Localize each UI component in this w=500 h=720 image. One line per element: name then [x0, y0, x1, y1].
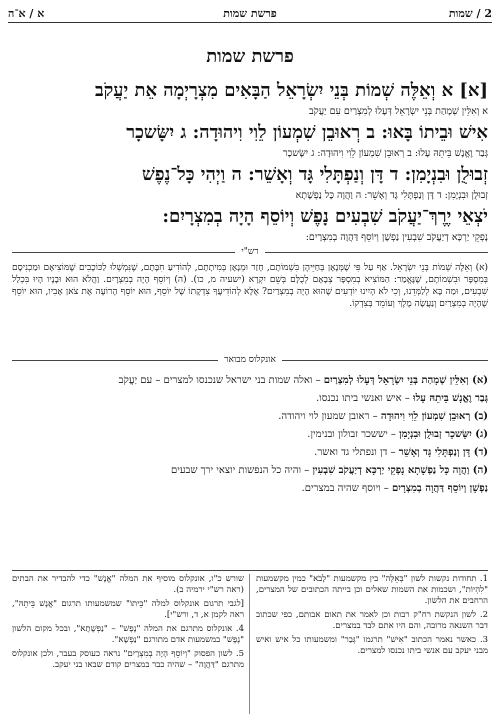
onkelos-translation: – ראובן שמעון לוי ויהודה.: [278, 411, 381, 422]
verse-gloss: א וְאִלֵּין שְׁמָהַת בְּנֵי יִשְׂרָאֵל דְּעָלוּ לְמִצְרַיִם עִם יַעֲקֹב: [309, 106, 488, 117]
onkelos-line: [12, 392, 488, 406]
onkelos-translation: – ואלה שמות בני ישראל שנכנסו למצרים – עם יַעֲקֹב: [118, 375, 324, 386]
onkelos-aramaic: (ה) וַהֲוָה כָּל נַפְשָׁתָא נָפְקֵי יַרְכָּא דְיַעֲקֹב שִׁבְעִין: [312, 465, 488, 476]
note-paragraph: [לגבי תרגום אונקלוס למלה "בֵּיתוֹ" שמשמעותו תרגום "אֱנָשׁ בֵּיתֵהּ", ראה לקמן א, ד, ורש"י].: [12, 599, 244, 620]
verse-line: זְבוּלֻן וּבִנְיָמִן: ד דָּן וְנַפְתָּלִי גָּד וְאָשֵׁר: ה וַיְהִי כָּל־נֶפֶשׁ: [142, 164, 488, 185]
verse-gloss: נָפְקֵי יַרְכָּא דְיַעֲקֹב שִׁבְעִין נַפְשָׁן וְיוֹסֵף דַּהֲוָה בְמִצְרָיִם:: [305, 232, 488, 243]
onkelos-line: [12, 482, 488, 496]
onkelos-line: [12, 464, 488, 478]
onkelos-label: אונקלוס מבואר: [218, 355, 282, 365]
onkelos-translation: – איש ואנשי ביתו נכנסו.: [315, 393, 414, 404]
onkelos-translation: – והיה כל הנפשות יוצאי ירך שבעים: [171, 465, 313, 476]
folio-label: א / א־ה: [8, 7, 45, 20]
note-paragraph: 1. תחודות נקשות לשון "בְּאֵלֶּה" בין מקשמעות "לָבֹא" כמין מקשמעות "לִהְיוֹת", ושכמות את השמות שאלים וכן בייתה הכתובים של המצרים, הרחבים את הלשון.: [256, 574, 488, 606]
onkelos-aramaic: (ד) דָּן וְנַפְתָּלִי גָּד וְאָשֵׁר: [398, 447, 488, 458]
page-number: 2 / שמות: [448, 7, 492, 20]
onkelos-line: [12, 446, 488, 460]
note-paragraph: 2. לשון הנקשת רח"ק רבות וכן לאמר את תאום אבותם, כפי שכתוב דבר השנאה מרובה, והם היו אתם לבד במצרים.: [256, 610, 488, 631]
onkelos-aramaic: (ב) רְאוּבֵן שִׁמְעוֹן לֵוִי וִיהוּדָה: [380, 411, 488, 422]
header-title: פרשת שמות: [223, 7, 277, 20]
onkelos-line: [12, 374, 488, 388]
onkelos-line: [12, 410, 488, 424]
onkelos-translation: – דן ונפתלי גד ואשר.: [314, 447, 399, 458]
onkelos-line: [12, 428, 488, 442]
verse-gloss: זְבוּלֻן וּבִנְיָמִן: ד דָּן וְנַפְתָּלִי גָּד וְאָשֵׁר: ה וַהֲוָה כָּל נַפְשָׁתָא: [295, 190, 488, 201]
notes-divider: [12, 570, 488, 571]
notes-column-left: [12, 574, 244, 714]
notes-column-right: [256, 574, 488, 714]
onkelos-section: [12, 374, 488, 564]
note-paragraph: 5. לשון הפסוק "וְיוֹסֵף הָיָה בְמִצְרָיִם" נראה כעוסק בעבר, ולכן אונקלוס מתרגם "דַּהֲוָה" – שהיה כבר במצרים קודם שבאו בני יעקב.: [12, 649, 244, 670]
verse-line: אִישׁ וּבֵיתוֹ בָּאוּ: ב רְאוּבֵן שִׁמְעוֹן לֵוִי וִיהוּדָה: ג יִשָּׂשכָר: [126, 122, 488, 143]
onkelos-translation: – ויוסף שהיה במצרים.: [301, 483, 392, 494]
rashi-label: רש"י: [235, 247, 264, 257]
note-paragraph: 4. אונקלוס מתרגם את המלה "נֶפֶשׁ" – "נַפְשָׁתָא", ובכל מקום הלשון "נֶפֶשׁ" במשמעות אדם מתורגם "נַפְשָׁא".: [12, 624, 244, 645]
column-separator: [249, 574, 250, 714]
onkelos-aramaic: גְּבַר וֶאֱנָשׁ בֵּיתֵהּ עָלוּ: [413, 393, 488, 404]
verse-line: [א] א וְאֵלֶּה שְׁמוֹת בְּנֵי יִשְׂרָאֵל הַבָּאִים מִצְרָיְמָה אֵת יַעֲקֹב: [95, 80, 488, 101]
onkelos-translation: – יששכר זבולון ובנימין.: [307, 429, 400, 440]
rashi-commentary: (א) וְאֵלֶּה שְׁמוֹת בְּנֵי יִשְׂרָאֵל. אַף עַל פִּי שֶׁמְּנָאָן בְּחַיֵּיהֶן בִּשְׁמוֹתָם, חָזַר וּמְנָאָן בְּמִיתָתָם, לְהוֹדִיעַ חִבָּתָם, שֶׁנִּמְשְׁלוּ לַכּוֹכָבִים שֶׁמּוֹצִיאָם וּמַכְנִיסָם בְּמִסְפָּר וּבִשְׁמוֹתָם, שֶׁנֶּאֱמַר: הַמּוֹצִיא בְמִסְפָּר צְבָאָם לְכֻלָּם בְּשֵׁם יִקְרָא (ישעיה מ, כו). (ה) וְיוֹסֵף הָיָה בְמִצְרָיִם. וַהֲלֹא הוּא וּבָנָיו הָיוּ בִּכְלַל שִׁבְעִים, וּמַה בָּא לְלַמְּדֵנוּ, וְכִי לֹא הָיִינוּ יוֹדְעִים שֶׁהוּא הָיָה בְמִצְרַיִם? אֶלָּא לְהוֹדִיעֲךָ צִדְקָתוֹ שֶׁל יוֹסֵף, הוּא יוֹסֵף הָרוֹעֶה אֶת צֹאן אָבִיו, הוּא יוֹסֵף שֶׁהָיָה בְמִצְרַיִם וְנַעֲשָׂה מֶלֶךְ וְעוֹמֵד בְּצִדְקוֹ.: [12, 263, 488, 309]
note-paragraph: שורש כ"ו, אונקלוס מוסיף את המלה "אֱנָשׁ" כדי להבדיר את הבתים (ראה רש"י ירמיה ב).: [12, 574, 244, 595]
onkelos-aramaic: (ג) יִשָּׂשכָר זְבוּלֻן וּבִנְיָמִן: [399, 429, 488, 440]
onkelos-aramaic: נַפְשָׁן וְיוֹסֵף דַּהֲוָה בְמִצְרָיִם: [391, 483, 488, 494]
onkelos-aramaic: (א) וְאִלֵּין שְׁמָהַת בְּנֵי יִשְׂרָאֵל דְּעָלוּ לְמִצְרַיִם: [323, 375, 488, 386]
note-paragraph: 3. כאשר נאמר הכתוב "אִישׁ" תרגמו "גְּבַר" ומשמעותו כל איש ואיש מבני יעקב עם אנשי ביתו נכנסו למצרים.: [256, 635, 488, 656]
parsha-title: פרשת שמות: [206, 46, 294, 67]
verse-line: יֹצְאֵי יֶרֶךְ־יַעֲקֹב שִׁבְעִים נָפֶשׁ וְיוֹסֵף הָיָה בְמִצְרָיִם:: [162, 206, 488, 227]
verse-gloss: גְּבַר וֶאֱנָשׁ בֵּיתֵהּ עָלוּ: ב רְאוּבֵן שִׁמְעוֹן לֵוִי וִיהוּדָה: ג יִשָּׂשכָר: [282, 148, 488, 159]
onkelos-divider: [12, 355, 488, 373]
